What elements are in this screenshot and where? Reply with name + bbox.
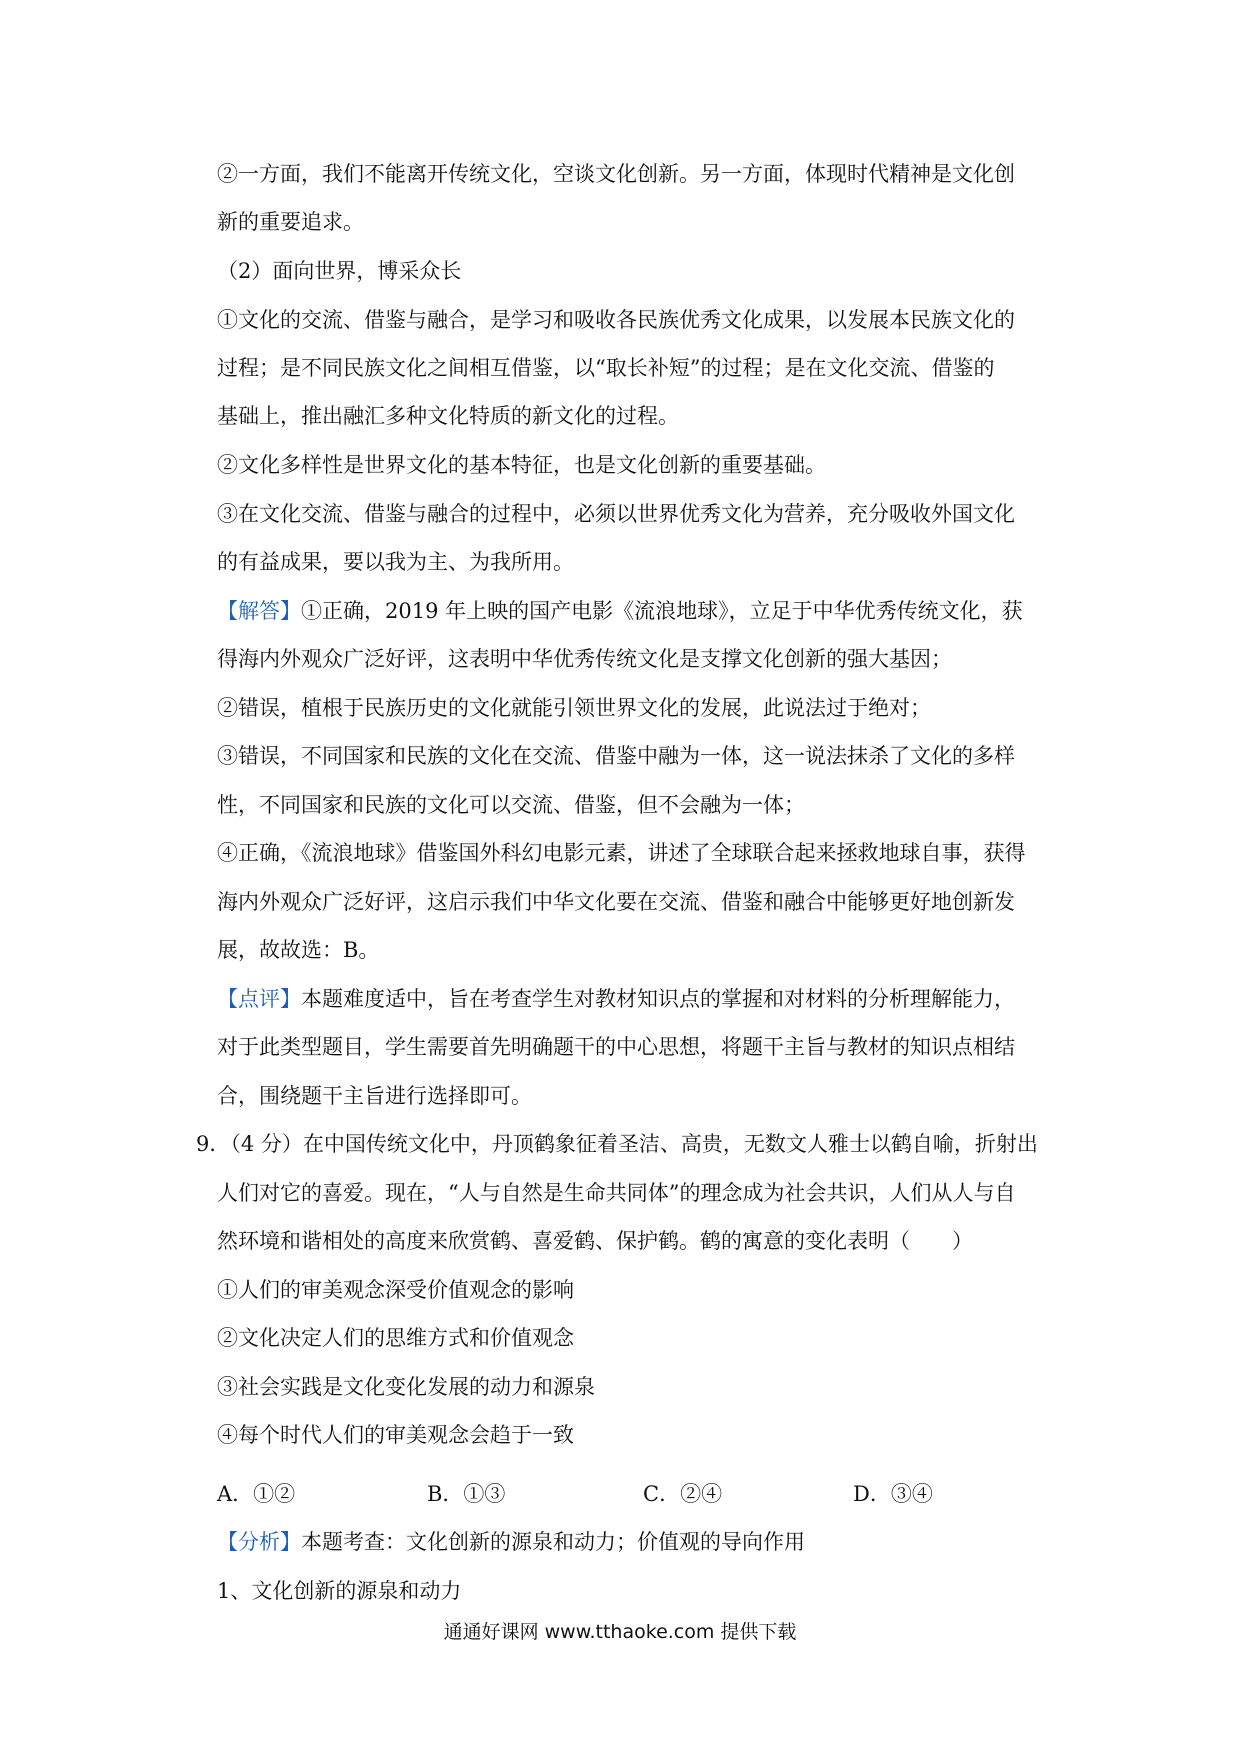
answer-line: ③错误，不同国家和民族的文化在交流、借鉴中融为一体，这一说法抹杀了文化的多样 (217, 744, 1015, 768)
paragraph-line: ③在文化交流、借鉴与融合的过程中，必须以世界优秀文化为营养，充分吸收外国文化 (217, 502, 1015, 526)
answer-line: 海内外观众广泛好评，这启示我们中华文化要在交流、借鉴和融合中能够更好地创新发 (217, 890, 1015, 914)
paragraph-line: ②一方面，我们不能离开传统文化，空谈文化创新。另一方面，体现时代精神是文化创 (217, 162, 1015, 186)
statement: ②文化决定人们的思维方式和价值观念 (217, 1326, 574, 1350)
paragraph-line: 新的重要追求。 (217, 210, 364, 234)
answer-line: 得海内外观众广泛好评，这表明中华优秀传统文化是支撑文化创新的强大基因； (217, 647, 952, 671)
comment-line: 合，围绕题干主旨进行选择即可。 (217, 1084, 532, 1108)
choice-b: B．①③ (427, 1482, 506, 1506)
statement: ④每个时代人们的审美观念会趋于一致 (217, 1423, 574, 1447)
analysis-tag: 【分析】 (217, 1530, 301, 1554)
comment-line: 对于此类型题目，学生需要首先明确题干的中心思想，将题干主旨与教材的知识点相结 (217, 1035, 1015, 1059)
analysis-line: 1、文化创新的源泉和动力 (217, 1579, 462, 1603)
comment-first-line (217, 984, 1015, 1014)
analysis-text: 本题考查：文化创新的源泉和动力；价值观的导向作用 (301, 1530, 805, 1554)
statement: ①人们的审美观念深受价值观念的影响 (217, 1278, 574, 1302)
paragraph-line: 过程；是不同民族文化之间相互借鉴，以“取长补短”的过程；是在文化交流、借鉴的 (217, 356, 995, 380)
answer-first-line (217, 596, 1023, 626)
answer-line: 性，不同国家和民族的文化可以交流、借鉴，但不会融为一体； (217, 793, 805, 817)
choice-c: C．②④ (643, 1482, 723, 1506)
answer-line: ②错误，植根于民族历史的文化就能引领世界文化的发展，此说法过于绝对； (217, 696, 931, 720)
question-line: 然环境和谐相处的高度来欣赏鹤、喜爱鹤、保护鹤。鹤的寓意的变化表明（ ） (217, 1229, 973, 1253)
choice-a: A．①② (217, 1482, 296, 1506)
paragraph-line: 基础上，推出融汇多种文化特质的新文化的过程。 (217, 404, 679, 428)
answer-tag: 【解答】 (217, 599, 301, 623)
paragraph-line: ②文化多样性是世界文化的基本特征，也是文化创新的重要基础。 (217, 453, 826, 477)
comment-text: 本题难度适中，旨在考查学生对教材知识点的掌握和对材料的分析理解能力， (301, 987, 1015, 1011)
question-first-line (196, 1129, 1038, 1159)
statement: ③社会实践是文化变化发展的动力和源泉 (217, 1375, 595, 1399)
paragraph-line: ①文化的交流、借鉴与融合，是学习和吸收各民族优秀文化成果，以发展本民族文化的 (217, 308, 1015, 332)
answer-text: ①正确，2019 年上映的国产电影《流浪地球》，立足于中华优秀传统文化，获 (301, 599, 1023, 623)
question-line: 人们对它的喜爱。现在，“人与自然是生命共同体”的理念成为社会共识，人们从人与自 (217, 1181, 1016, 1205)
question-number: 9． (196, 1132, 231, 1156)
question-stem: （4 分）在中国传统文化中，丹顶鹤象征着圣洁、高贵，无数文人雅士以鹤自喻，折射出 (230, 1132, 1038, 1156)
answer-line: ④正确，《流浪地球》借鉴国外科幻电影元素，讲述了全球联合起来拯救地球自事，获得 (217, 841, 1026, 865)
page-footer: 通通好课网 www.tthaoke.com 提供下载 (443, 1621, 797, 1643)
paragraph-line: 的有益成果，要以我为主、为我所用。 (217, 550, 574, 574)
section-heading: （2）面向世界，博采众长 (217, 259, 462, 283)
choice-d: D．③④ (853, 1482, 933, 1506)
analysis-first-line (217, 1527, 805, 1557)
answer-line: 展，故故选：B。 (217, 938, 380, 962)
comment-tag: 【点评】 (217, 987, 301, 1011)
